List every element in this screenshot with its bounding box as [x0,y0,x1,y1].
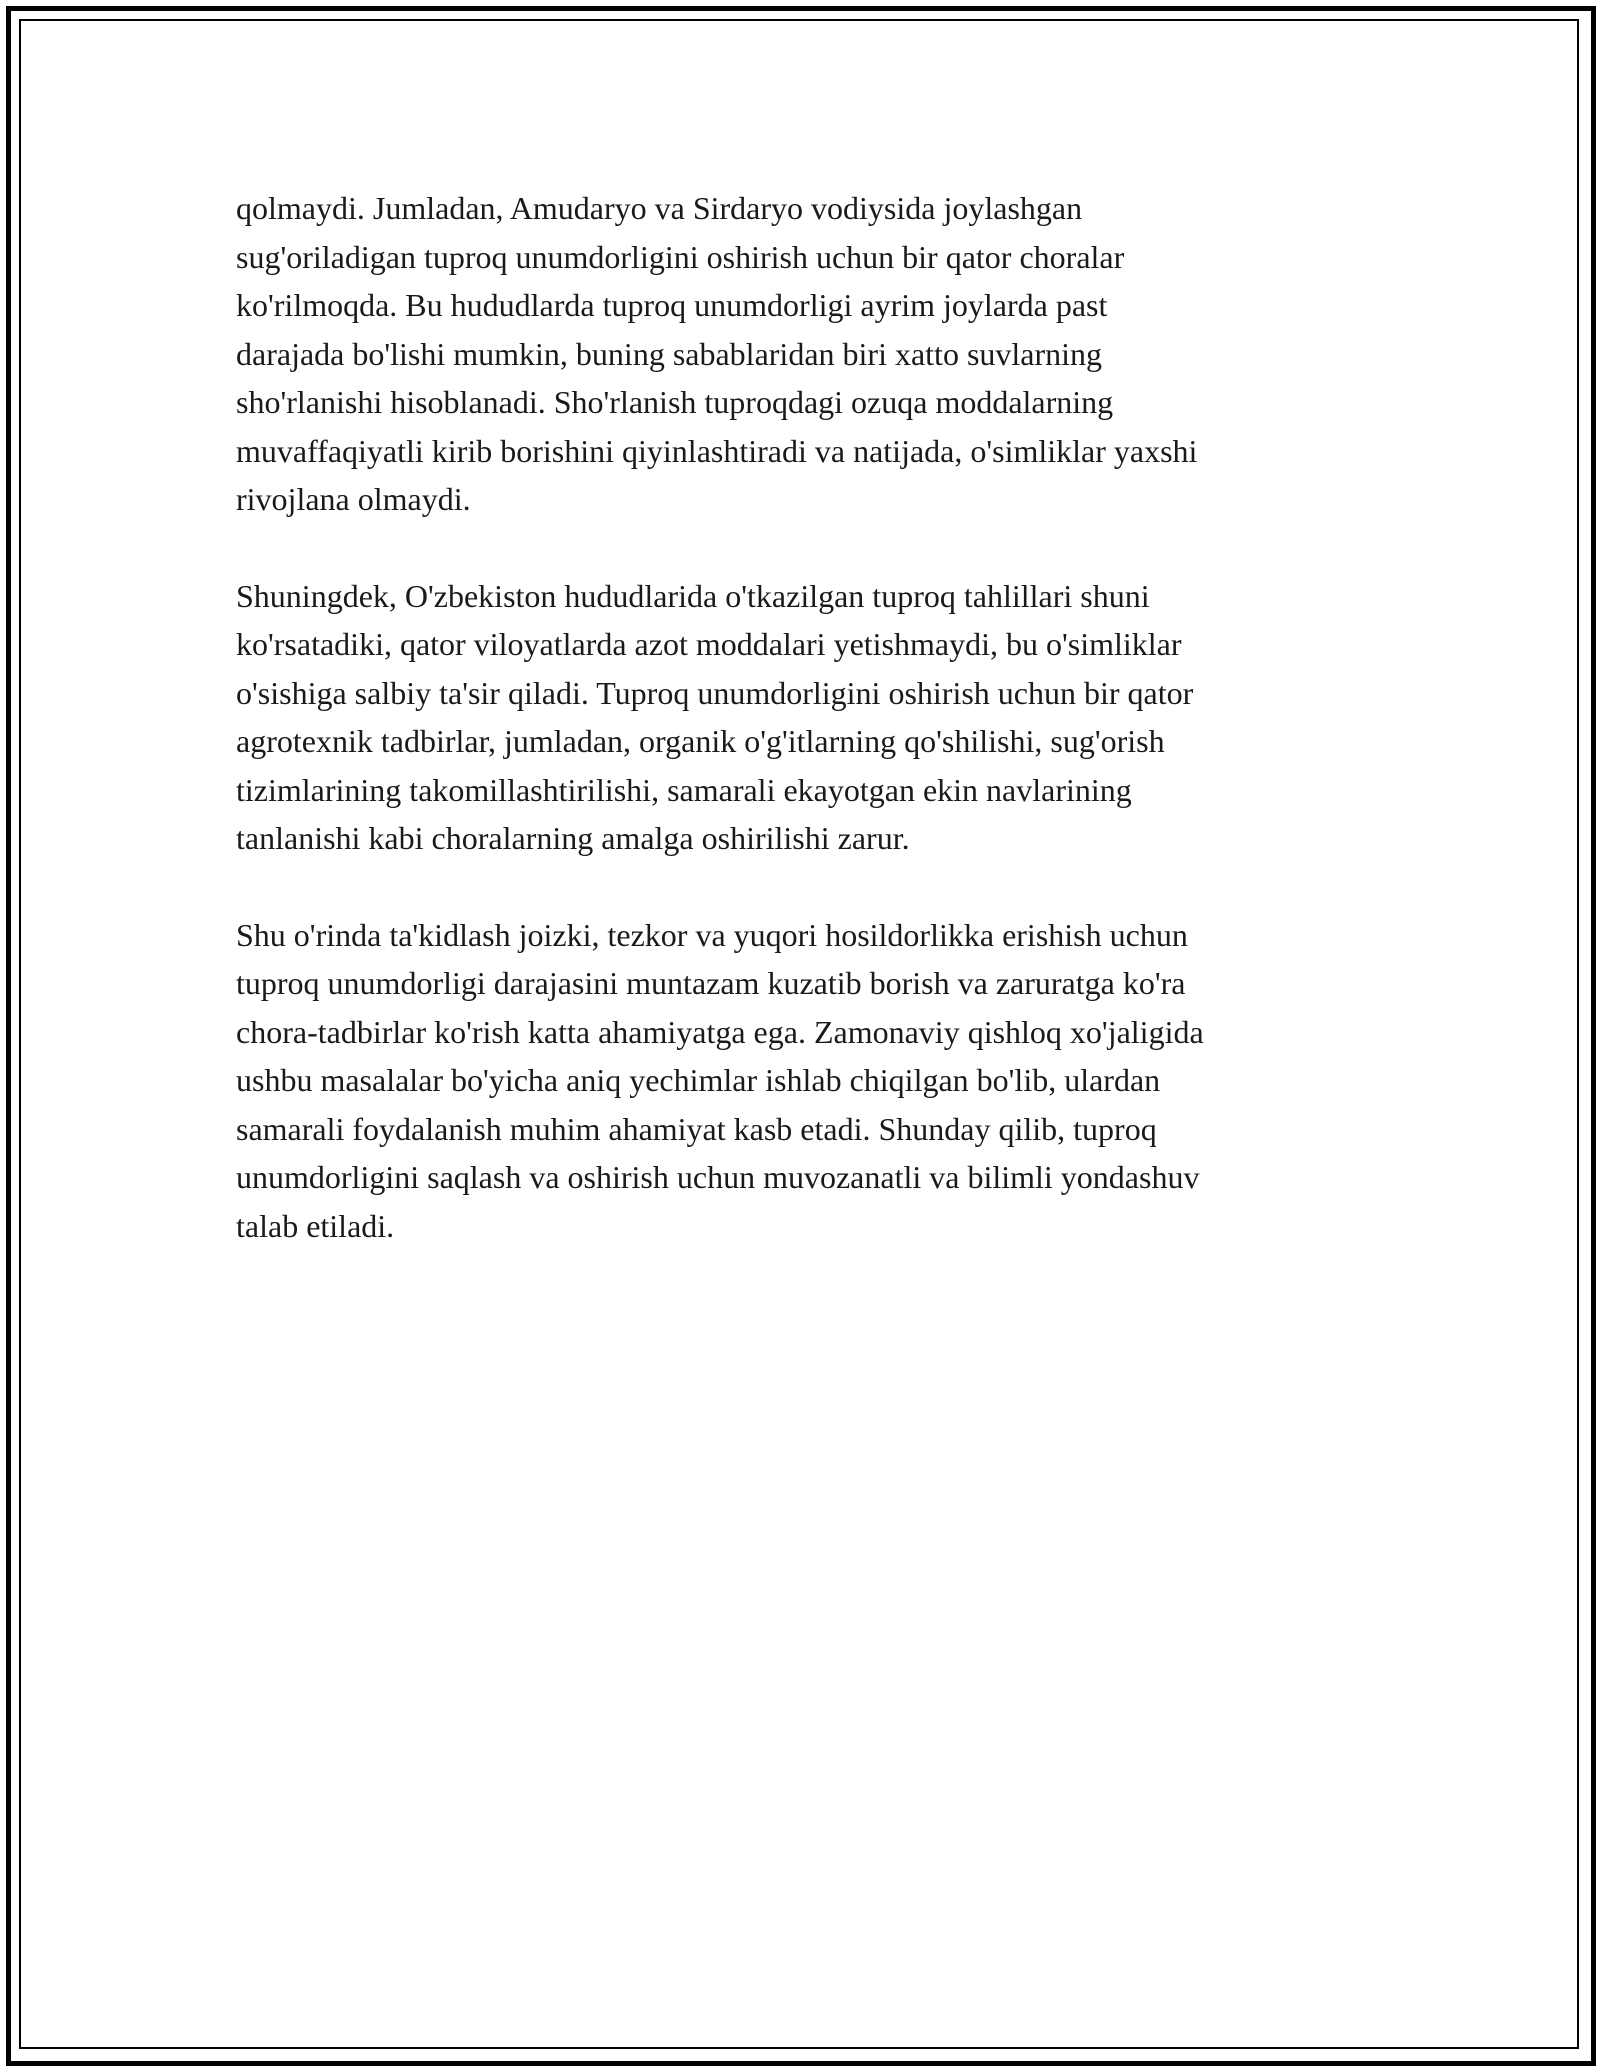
paragraph-3: Shu o'rinda ta'kidlash joizki, tezkor va yuqori hosildorlikka erishish uchun tuproq unumdorligi darajasini muntazam kuzatib borish va zaruratga ko'ra chora-tadbirlar ko'rish katta ahamiyatga ega. Zamonaviy qishloq xo'jaligida ushbu masalalar bo'yicha aniq yechimlar ishlab chiqilgan bo'lib, ulardan samarali foydalanish muhim ahamiyat kasb etadi. Shunday qilib, tuproq unumdorligini saqlash va oshirish uchun muvozanatli va bilimli yondashuv talab etiladi. [236,916,1204,1244]
paragraph-1: qolmaydi. Jumladan, Amudaryo va Sirdaryo vodiysida joylashgan sug'oriladigan tuproq unumdorligini oshirish uchun bir qator choralar ko'rilmoqda. Bu hududlarda tuproq unumdorligi ayrim joylarda past darajada bo'lishi mumkin, buning sabablaridan biri xatto suvlarning sho'rlanishi hisoblanadi. Sho'rlanish tuproqdagi ozuqa moddalarning muvaffaqiyatli kirib borishini qiyinlashtiradi va natijada, o'simliklar yaxshi rivojlana olmaydi. [236,190,1198,517]
document-body [236,184,1366,1298]
paragraph-2: Shuningdek, O'zbekiston hududlarida o'tkazilgan tuproq tahlillari shuni ko'rsatadiki, qator viloyatlarda azot moddalari yetishmaydi, bu o'simliklar o'sishiga salbiy ta'sir qiladi. Tuproq unumdorligini oshirish uchun bir qator agrotexnik tadbirlar, jumladan, organik o'g'itlarning qo'shilishi, sug'orish tizimlarining takomillashtirilishi, samarali ekayotgan ekin navlarining tanlanishi kabi choralarning amalga oshirilishi zarur. [236,577,1194,856]
